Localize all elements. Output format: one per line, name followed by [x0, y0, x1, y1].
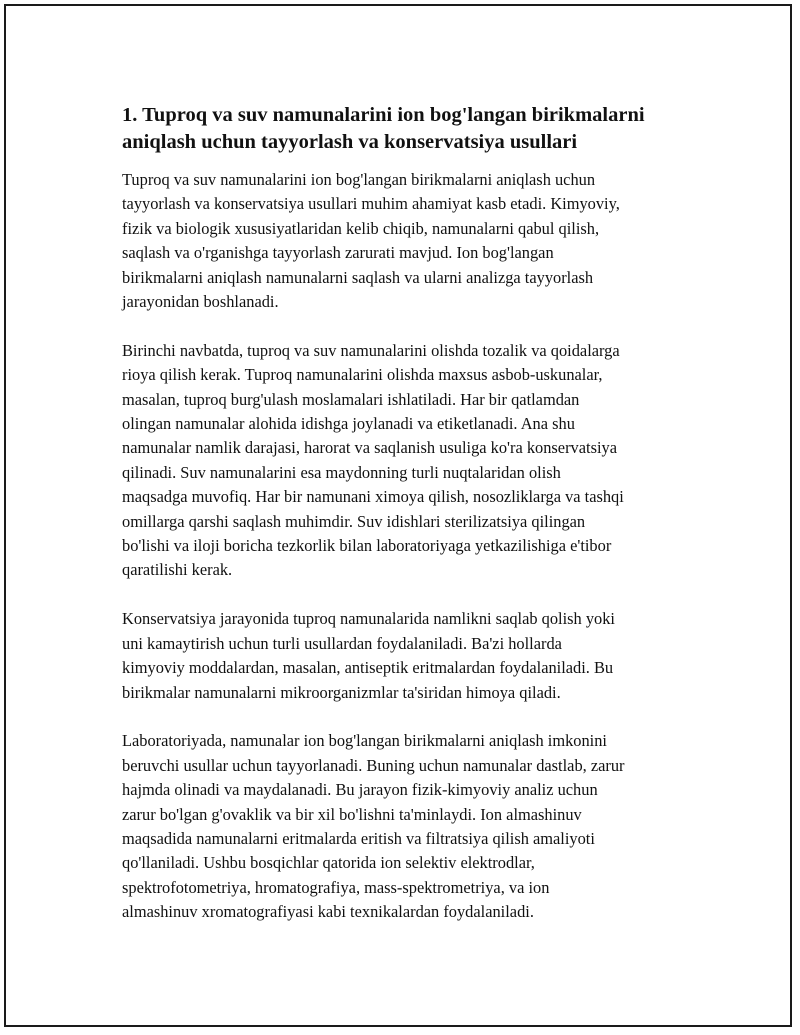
text-line: beruvchi usullar uchun tayyorlanadi. Buning uchun namunalar dastlab, zarur	[122, 755, 625, 775]
text-line: tayyorlash va konservatsiya usullari muhim ahamiyat kasb etadi. Kimyoviy,	[122, 194, 620, 214]
text-line: hajmda olinadi va maydalanadi. Bu jarayon fizik-kimyoviy analiz uchun	[122, 780, 598, 800]
text-line: saqlash va o'rganishga tayyorlash zarurati mavjud. Ion bog'langan	[122, 243, 554, 263]
text-line: Konservatsiya jarayonida tuproq namunalarida namlikni saqlab qolish yoki	[122, 609, 615, 629]
paragraph-2	[122, 339, 694, 583]
text-line: Laboratoriyada, namunalar ion bog'langan birikmalarni aniqlash imkonini	[122, 731, 607, 751]
text-line: rioya qilish kerak. Tuproq namunalarini olishda maxsus asbob-uskunalar,	[122, 365, 603, 385]
text-line: birikmalar namunalarni mikroorganizmlar ta'siridan himoya qiladi.	[122, 682, 561, 702]
text-line: omillarga qarshi saqlash muhimdir. Suv idishlari sterilizatsiya qilingan	[122, 511, 586, 531]
text-line: qo'llaniladi. Ushbu bosqichlar qatorida ion selektiv elektrodlar,	[122, 853, 535, 873]
text-line: qaratilishi kerak.	[122, 560, 233, 580]
text-line: uni kamaytirish uchun turli usullardan foydalaniladi. Ba'zi hollarda	[122, 633, 562, 653]
title-line: 1. Tuproq va suv namunalarini ion bog'langan birikmalarni	[122, 104, 645, 126]
title-line: aniqlash uchun tayyorlash va konservatsiya usullari	[122, 131, 578, 153]
text-line: jarayonidan boshlanadi.	[122, 292, 279, 312]
paragraph-4	[122, 729, 694, 924]
text-line: birikmalarni aniqlash namunalarni saqlash va ularni analizga tayyorlash	[122, 267, 594, 287]
page-frame	[4, 4, 792, 1027]
section-title	[122, 102, 694, 156]
text-line: olingan namunalar alohida idishga joylanadi va etiketlanadi. Ana shu	[122, 414, 575, 434]
paragraph-1	[122, 168, 694, 314]
text-line: maqsadida namunalarni eritmalarda eritish va filtratsiya qilish amaliyoti	[122, 828, 595, 848]
text-line: maqsadga muvofiq. Har bir namunani ximoya qilish, nosozliklarga va tashqi	[122, 487, 624, 507]
text-line: almashinuv xromatografiyasi kabi texnikalardan foydalaniladi.	[122, 902, 534, 922]
text-line: zarur bo'lgan g'ovaklik va bir xil bo'lishni ta'minlaydi. Ion almashinuv	[122, 804, 582, 824]
text-line: bo'lishi va iloji boricha tezkorlik bilan laboratoriyaga yetkazilishiga e'tibor	[122, 536, 612, 556]
text-line: Tuproq va suv namunalarini ion bog'langan birikmalarni aniqlash uchun	[122, 170, 596, 189]
text-line: masalan, tuproq burg'ulash moslamalari ishlatiladi. Har bir qatlamdan	[122, 389, 580, 409]
text-line: namunalar namlik darajasi, harorat va saqlanish usuliga ko'ra konservatsiya	[122, 438, 617, 458]
text-line: spektrofotometriya, hromatografiya, mass-spektrometriya, va ion	[122, 877, 550, 897]
paragraph-3	[122, 607, 694, 705]
document-body	[122, 102, 694, 925]
text-line: Birinchi navbatda, tuproq va suv namunalarini olishda tozalik va qoidalarga	[122, 340, 620, 360]
text-line: kimyoviy moddalardan, masalan, antiseptik eritmalardan foydalaniladi. Bu	[122, 658, 614, 678]
text-line: fizik va biologik xususiyatlaridan kelib chiqib, namunalarni qabul qilish,	[122, 218, 600, 238]
text-line: qilinadi. Suv namunalarini esa maydonning turli nuqtalaridan olish	[122, 462, 561, 482]
